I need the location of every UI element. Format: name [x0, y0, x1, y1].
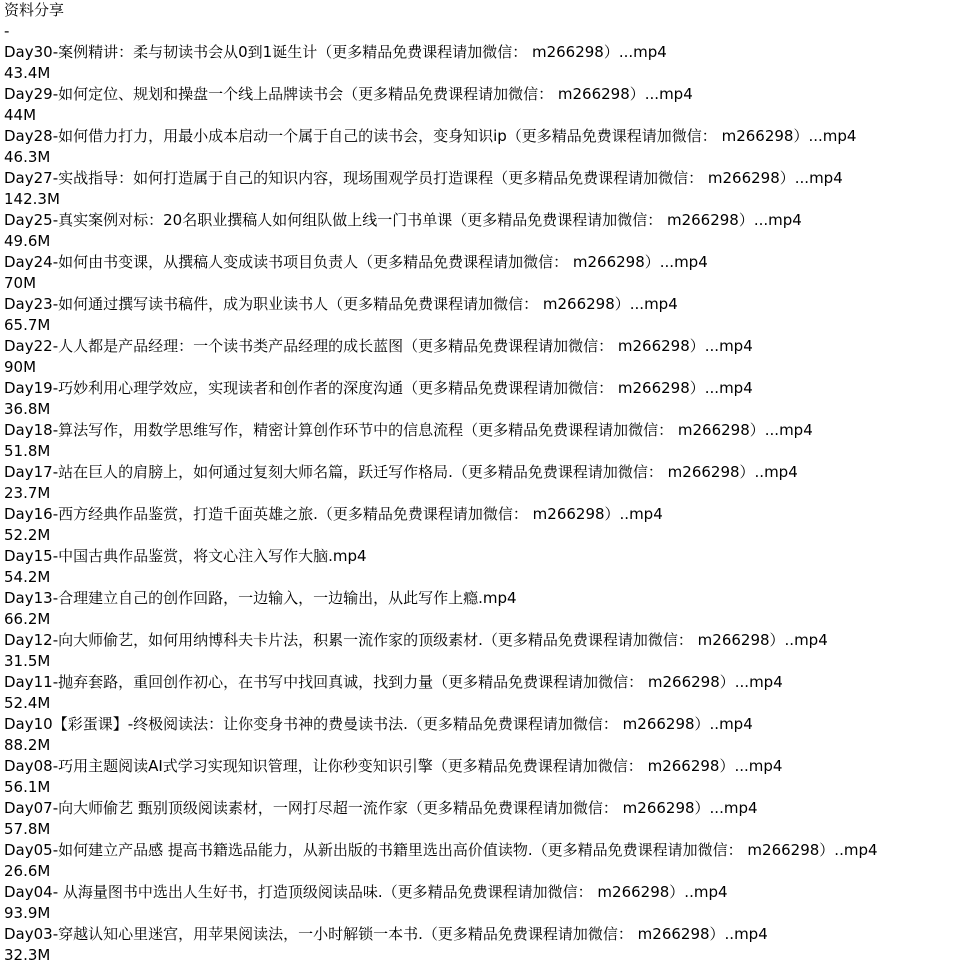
file-name: Day12-向大师偷艺，如何用纳博科夫卡片法，积累一流作家的顶级素材.（更多精品免费课程请加微信： m266298）..mp4: [4, 631, 828, 649]
file-size: 57.8M: [4, 820, 51, 838]
file-size: 46.3M: [4, 148, 51, 166]
file-name: Day05-如何建立产品感 提高书籍选品能力，从新出版的书籍里选出高价值读物.（更多精品免费课程请加微信： m266298）..mp4: [4, 841, 878, 859]
file-name: Day13-合理建立自己的创作回路，一边输入，一边输出，从此写作上瘾.mp4: [4, 589, 517, 607]
separator: -: [4, 22, 10, 40]
file-name: Day04- 从海量图书中选出人生好书，打造顶级阅读品味.（更多精品免费课程请加微信： m266298）..mp4: [4, 883, 728, 901]
file-size: 52.2M: [4, 526, 51, 544]
file-size: 49.6M: [4, 232, 51, 250]
file-name: Day11-抛弃套路，重回创作初心，在书写中找回真诚，找到力量（更多精品免费课程请加微信： m266298）...mp4: [4, 673, 783, 691]
file-name: Day19-巧妙利用心理学效应，实现读者和创作者的深度沟通（更多精品免费课程请加微信： m266298）...mp4: [4, 379, 753, 397]
file-size: 36.8M: [4, 400, 51, 418]
file-size: 142.3M: [4, 190, 60, 208]
file-list: [4, 42, 962, 966]
file-name: Day07-向大师偷艺 甄别顶级阅读素材，一网打尽超一流作家（更多精品免费课程请加微信： m266298）...mp4: [4, 799, 758, 817]
file-name: Day10【彩蛋课】-终极阅读法：让你变身书神的费曼读书法.（更多精品免费课程请加微信： m266298）..mp4: [4, 715, 753, 733]
file-name: Day29-如何定位、规划和操盘一个线上品牌读书会（更多精品免费课程请加微信： m266298）...mp4: [4, 85, 693, 103]
file-name: Day30-案例精讲：柔与韧读书会从0到1诞生计（更多精品免费课程请加微信： m266298）...mp4: [4, 43, 667, 61]
file-name: Day17-站在巨人的肩膀上，如何通过复刻大师名篇，跃迁写作格局.（更多精品免费课程请加微信： m266298）..mp4: [4, 463, 798, 481]
file-size: 90M: [4, 358, 37, 376]
file-size: 51.8M: [4, 442, 51, 460]
file-name: Day18-算法写作，用数学思维写作，精密计算创作环节中的信息流程（更多精品免费课程请加微信： m266298）...mp4: [4, 421, 813, 439]
file-name: Day03-穿越认知心里迷宫，用苹果阅读法，一小时解锁一本书.（更多精品免费课程请加微信： m266298）..mp4: [4, 925, 768, 943]
file-size: 54.2M: [4, 568, 51, 586]
file-size: 70M: [4, 274, 37, 292]
file-name: Day27-实战指导：如何打造属于自己的知识内容，现场围观学员打造课程（更多精品免费课程请加微信： m266298）...mp4: [4, 169, 843, 187]
file-size: 56.1M: [4, 778, 51, 796]
file-size: 66.2M: [4, 610, 51, 628]
file-name: Day28-如何借力打力，用最小成本启动一个属于自己的读书会，变身知识ip（更多精品免费课程请加微信： m266298）...mp4: [4, 127, 857, 145]
file-name: Day15-中国古典作品鉴赏，将文心注入写作大脑.mp4: [4, 547, 367, 565]
file-size: 52.4M: [4, 694, 51, 712]
file-size: 44M: [4, 106, 37, 124]
file-size: 31.5M: [4, 652, 51, 670]
file-size: 43.4M: [4, 64, 51, 82]
file-name: Day22-人人都是产品经理：一个读书类产品经理的成长蓝图（更多精品免费课程请加微信： m266298）...mp4: [4, 337, 753, 355]
file-size: 93.9M: [4, 904, 51, 922]
file-size: 88.2M: [4, 736, 51, 754]
file-size: 26.6M: [4, 862, 51, 880]
page-title: 资料分享: [4, 1, 65, 19]
file-name: Day24-如何由书变课，从撰稿人变成读书项目负责人（更多精品免费课程请加微信： m266298）...mp4: [4, 253, 708, 271]
file-name: Day16-西方经典作品鉴赏，打造千面英雄之旅.（更多精品免费课程请加微信： m266298）..mp4: [4, 505, 663, 523]
file-size: 32.3M: [4, 946, 51, 964]
file-size: 23.7M: [4, 484, 51, 502]
file-name: Day25-真实案例对标：20名职业撰稿人如何组队做上线一门书单课（更多精品免费课程请加微信： m266298）...mp4: [4, 211, 802, 229]
file-size: 65.7M: [4, 316, 51, 334]
file-listing: [4, 0, 962, 966]
file-name: Day08-巧用主题阅读AI式学习实现知识管理，让你秒变知识引擎（更多精品免费课程请加微信： m266298）...mp4: [4, 757, 783, 775]
file-name: Day23-如何通过撰写读书稿件，成为职业读书人（更多精品免费课程请加微信： m266298）...mp4: [4, 295, 678, 313]
